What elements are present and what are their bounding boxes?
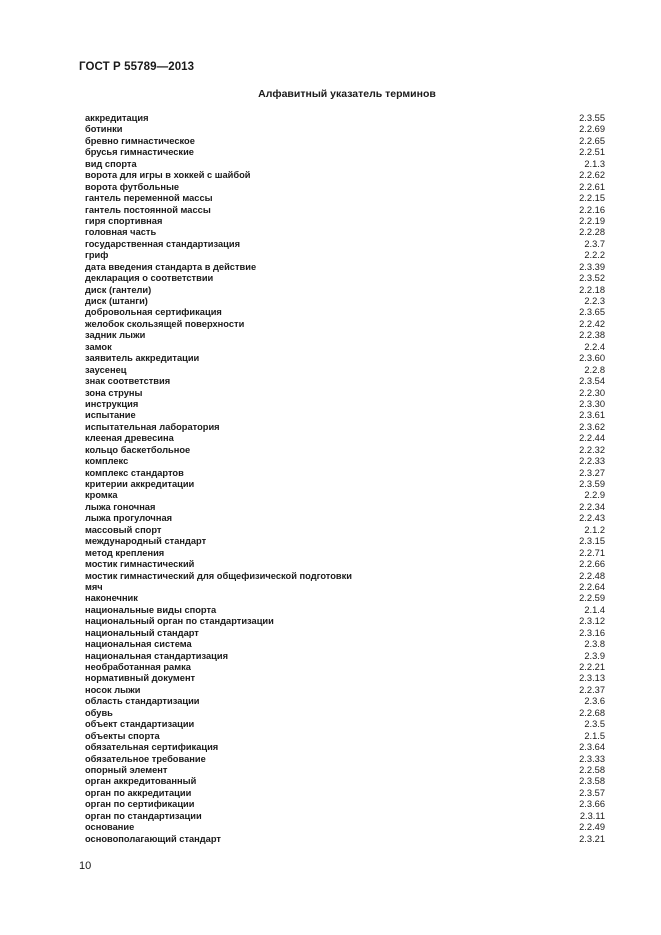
index-term: критерии аккредитации (85, 479, 195, 489)
index-term: инструкция (85, 398, 139, 409)
index-entry (85, 319, 605, 330)
index-term: национальная система (85, 639, 192, 650)
page-number: 10 (79, 860, 92, 872)
index-term: орган по сертификации (85, 799, 195, 810)
index-reference: 2.2.37 (579, 684, 605, 695)
index-reference: 2.2.38 (579, 330, 605, 341)
index-reference: 2.1.3 (584, 158, 605, 169)
index-entry (85, 673, 605, 684)
index-term: комплекс (85, 456, 129, 467)
index-entry (85, 353, 605, 364)
index-term: национальный орган по стандартизации (85, 616, 274, 627)
index-term: головная часть (85, 227, 157, 238)
index-term: обувь (85, 707, 113, 718)
index-term: мостик гимнастический (85, 559, 195, 570)
index-entry (85, 365, 605, 376)
index-entry (85, 376, 605, 387)
index-entry (85, 662, 605, 673)
index-term: испытание (85, 410, 136, 421)
index-reference: 2.3.8 (584, 639, 605, 650)
index-reference: 2.2.59 (579, 593, 605, 604)
index-entry (85, 307, 605, 318)
index-entry (85, 708, 605, 719)
index-reference: 2.2.71 (579, 547, 605, 558)
index-reference: 2.2.62 (579, 170, 605, 181)
index-reference: 2.3.5 (584, 719, 605, 730)
index-term: обязательное требование (85, 753, 206, 764)
index-entry (85, 136, 605, 147)
term-index-list (85, 113, 605, 845)
index-reference: 2.3.65 (579, 307, 605, 318)
index-term: диск (штанги) (85, 296, 148, 306)
index-reference: 2.2.32 (579, 444, 605, 455)
index-term: область стандартизации (85, 696, 200, 707)
index-entry (85, 628, 605, 639)
index-entry (85, 765, 605, 776)
index-reference: 2.3.54 (579, 376, 605, 387)
index-term: замок (85, 341, 112, 352)
index-term: ворота футбольные (85, 181, 180, 192)
index-term: объекты спорта (85, 730, 160, 741)
index-entry (85, 205, 605, 216)
index-entry (85, 788, 605, 799)
index-term: гриф (85, 250, 109, 261)
index-entry (85, 651, 605, 662)
index-entry (85, 731, 605, 742)
index-entry (85, 388, 605, 399)
index-term: брусья гимнастические (85, 147, 194, 158)
index-entry (85, 776, 605, 787)
index-term: дата введения стандарта в действие (85, 261, 257, 272)
index-entry (85, 593, 605, 604)
index-reference: 2.3.33 (579, 753, 605, 764)
index-term: клееная древесина (85, 433, 174, 444)
index-reference: 2.3.9 (584, 650, 605, 661)
index-reference: 2.2.43 (579, 513, 605, 524)
index-term: зона струны (85, 387, 143, 398)
index-reference: 2.3.15 (579, 536, 605, 547)
index-entry (85, 536, 605, 547)
index-entry (85, 685, 605, 696)
index-reference: 2.2.33 (579, 456, 605, 467)
index-entry (85, 433, 605, 444)
index-term: задник лыжи (85, 330, 146, 341)
index-term: национальный стандарт (85, 627, 199, 638)
index-entry (85, 216, 605, 227)
index-term: аккредитация (85, 113, 149, 123)
index-term: орган по аккредитации (85, 787, 192, 798)
index-reference: 2.1.4 (584, 604, 605, 615)
index-reference: 2.3.7 (584, 238, 605, 249)
index-term: наконечник (85, 593, 138, 604)
index-term: диск (гантели) (85, 284, 152, 295)
index-entry (85, 147, 605, 158)
page-title: Алфавитный указатель терминов (258, 88, 436, 100)
index-entry (85, 822, 605, 833)
index-term: заявитель аккредитации (85, 353, 200, 364)
index-reference: 2.2.68 (579, 707, 605, 718)
index-term: гиря спортивная (85, 215, 163, 226)
index-term: гантель постоянной массы (85, 204, 211, 215)
index-entry (85, 342, 605, 353)
index-reference: 2.2.44 (579, 433, 605, 444)
index-entry (85, 239, 605, 250)
index-entry (85, 399, 605, 410)
index-entry (85, 422, 605, 433)
index-entry (85, 548, 605, 559)
index-term: опорный элемент (85, 764, 168, 775)
index-term: ботинки (85, 124, 123, 135)
index-reference: 2.2.8 (584, 364, 605, 375)
index-term: ворота для игры в хоккей с шайбой (85, 170, 251, 181)
index-entry (85, 193, 605, 204)
index-entry (85, 182, 605, 193)
index-reference: 2.2.15 (579, 193, 605, 204)
index-term: объект стандартизации (85, 719, 195, 730)
index-entry (85, 639, 605, 650)
index-entry (85, 124, 605, 135)
index-term: испытательная лаборатория (85, 421, 220, 432)
index-reference: 2.3.27 (579, 467, 605, 478)
index-term: лыжа гоночная (85, 501, 156, 512)
index-entry (85, 811, 605, 822)
index-reference: 2.3.61 (579, 410, 605, 421)
index-term: государственная стандартизация (85, 238, 240, 249)
index-reference: 2.2.9 (584, 490, 605, 501)
index-entry (85, 445, 605, 456)
index-entry (85, 262, 605, 273)
index-term: добровольная сертификация (85, 307, 222, 318)
index-entry (85, 285, 605, 296)
index-entry (85, 468, 605, 479)
index-entry (85, 456, 605, 467)
index-term: международный стандарт (85, 536, 207, 547)
document-code: ГОСТ Р 55789—2013 (79, 61, 195, 73)
index-entry (85, 250, 605, 261)
index-entry (85, 410, 605, 421)
index-reference: 2.2.49 (579, 822, 605, 833)
index-entry (85, 227, 605, 238)
index-reference: 2.2.69 (579, 124, 605, 135)
index-reference: 2.3.62 (579, 421, 605, 432)
index-reference: 2.3.66 (579, 799, 605, 810)
index-entry (85, 113, 605, 124)
index-reference: 2.2.58 (579, 764, 605, 775)
index-reference: 2.3.16 (579, 627, 605, 638)
index-term: мостик гимнастический для общефизической подготовки (85, 570, 352, 581)
index-term: заусенец (85, 364, 127, 375)
index-reference: 2.3.12 (579, 616, 605, 627)
index-reference: 2.2.4 (584, 341, 605, 352)
index-reference: 2.3.30 (579, 398, 605, 409)
index-term: вид спорта (85, 158, 137, 169)
index-reference: 2.2.30 (579, 387, 605, 398)
index-reference: 2.2.16 (579, 204, 605, 215)
index-reference: 2.3.52 (579, 273, 605, 284)
index-term: основание (85, 822, 135, 833)
index-reference: 2.2.3 (584, 296, 605, 306)
index-reference: 2.3.60 (579, 353, 605, 364)
index-term: лыжа прогулочная (85, 513, 173, 524)
index-entry (85, 742, 605, 753)
index-entry (85, 502, 605, 513)
index-reference: 2.2.64 (579, 581, 605, 592)
index-entry (85, 525, 605, 536)
index-reference: 2.2.42 (579, 318, 605, 329)
index-term: гантель переменной массы (85, 193, 213, 204)
index-reference: 2.2.61 (579, 181, 605, 192)
index-reference: 2.2.2 (584, 250, 605, 261)
index-reference: 2.3.59 (579, 479, 605, 489)
index-reference: 2.2.21 (579, 662, 605, 672)
index-term: знак соответствия (85, 376, 171, 387)
index-entry (85, 696, 605, 707)
index-term: массовый спорт (85, 524, 162, 535)
index-term: метод крепления (85, 547, 165, 558)
index-term: декларация о соответствии (85, 273, 214, 284)
index-reference: 2.1.5 (584, 730, 605, 741)
index-reference: 2.2.66 (579, 559, 605, 570)
index-term: комплекс стандартов (85, 467, 184, 478)
index-reference: 2.3.58 (579, 776, 605, 787)
index-reference: 2.3.55 (579, 113, 605, 123)
index-entry (85, 605, 605, 616)
index-reference: 2.2.34 (579, 501, 605, 512)
index-term: бревно гимнастическое (85, 135, 195, 146)
index-entry (85, 719, 605, 730)
index-entry (85, 513, 605, 524)
index-term: необработанная рамка (85, 662, 191, 672)
index-reference: 2.3.57 (579, 787, 605, 798)
index-entry (85, 571, 605, 582)
index-term: обязательная сертификация (85, 742, 219, 753)
index-entry (85, 582, 605, 593)
index-term: кромка (85, 490, 118, 501)
index-term: желобок скользящей поверхности (85, 318, 245, 329)
index-entry (85, 479, 605, 490)
index-entry (85, 616, 605, 627)
index-term: основополагающий стандарт (85, 833, 221, 844)
index-entry (85, 296, 605, 307)
index-reference: 2.3.39 (579, 261, 605, 272)
index-term: носок лыжи (85, 684, 141, 695)
index-reference: 2.2.65 (579, 135, 605, 146)
index-reference: 2.2.18 (579, 284, 605, 295)
index-entry (85, 754, 605, 765)
index-entry (85, 834, 605, 845)
index-entry (85, 490, 605, 501)
index-reference: 2.2.19 (579, 215, 605, 226)
index-reference: 2.3.64 (579, 742, 605, 753)
index-entry (85, 799, 605, 810)
index-term: нормативный документ (85, 673, 196, 684)
index-entry (85, 330, 605, 341)
index-reference: 2.2.28 (579, 227, 605, 238)
index-reference: 2.2.48 (579, 570, 605, 581)
index-reference: 2.1.2 (584, 524, 605, 535)
index-term: орган по стандартизации (85, 810, 202, 821)
index-term: национальные виды спорта (85, 604, 217, 615)
index-term: мяч (85, 581, 103, 592)
index-entry (85, 559, 605, 570)
index-reference: 2.2.51 (579, 147, 605, 158)
index-reference: 2.3.13 (579, 673, 605, 684)
index-reference: 2.3.21 (579, 833, 605, 844)
index-term: орган аккредитованный (85, 776, 197, 787)
index-reference: 2.3.11 (579, 810, 605, 821)
index-entry (85, 170, 605, 181)
index-term: национальная стандартизация (85, 650, 229, 661)
index-reference: 2.3.6 (584, 696, 605, 707)
index-term: кольцо баскетбольное (85, 444, 191, 455)
index-entry (85, 159, 605, 170)
index-entry (85, 273, 605, 284)
